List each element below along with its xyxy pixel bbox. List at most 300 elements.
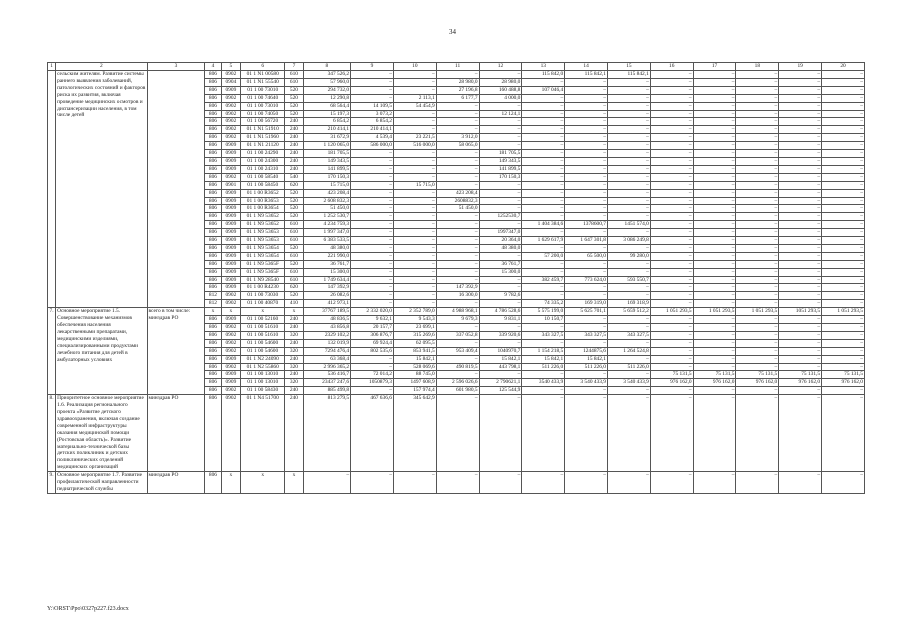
- amount-cell: –: [608, 229, 651, 237]
- table-row: [48, 472, 865, 494]
- code-cell: 0901: [221, 181, 241, 189]
- amount-cell: 69 924,4: [351, 339, 394, 347]
- code-cell: 806: [205, 142, 221, 150]
- amount-cell: –: [650, 229, 693, 237]
- amount-cell: –: [736, 157, 779, 165]
- amount-cell: 75 131,5: [693, 371, 736, 379]
- amount-cell: –: [650, 387, 693, 395]
- amount-cell: –: [779, 237, 822, 245]
- amount-cell: 423 208,4: [303, 189, 350, 197]
- amount-cell: 516 000,0: [393, 142, 436, 150]
- amount-cell: –: [565, 142, 608, 150]
- amount-cell: –: [822, 213, 865, 221]
- amount-cell: 337 052,8: [436, 331, 479, 339]
- code-cell: 240: [285, 134, 304, 142]
- code-cell: 806: [205, 395, 221, 472]
- amount-cell: 115 842,1: [608, 71, 651, 79]
- amount-cell: –: [351, 86, 394, 94]
- amount-cell: –: [565, 324, 608, 332]
- amount-cell: 51 450,0: [303, 205, 350, 213]
- amount-cell: –: [565, 94, 608, 102]
- amount-cell: 9 632,1: [351, 316, 394, 324]
- amount-cell: –: [522, 197, 565, 205]
- amount-cell: –: [693, 387, 736, 395]
- amount-cell: 125 544,9: [479, 387, 522, 395]
- amount-cell: 23437 247,6: [303, 379, 350, 387]
- amount-cell: 15 197,3: [303, 110, 350, 118]
- amount-cell: –: [736, 260, 779, 268]
- amount-cell: –: [779, 165, 822, 173]
- amount-cell: 976 162,0: [779, 379, 822, 387]
- code-cell: 0902: [221, 292, 241, 300]
- amount-cell: –: [522, 173, 565, 181]
- code-cell: 520: [285, 244, 304, 252]
- amount-cell: –: [693, 189, 736, 197]
- amount-cell: –: [436, 157, 479, 165]
- code-cell: x: [285, 308, 304, 316]
- amount-cell: 1 051 293,5: [736, 308, 779, 316]
- amount-cell: 23 699,1: [393, 324, 436, 332]
- amount-cell: 28 980,0: [479, 78, 522, 86]
- amount-cell: –: [393, 197, 436, 205]
- amount-cell: 1997347,0: [479, 229, 522, 237]
- amount-cell: –: [822, 347, 865, 355]
- amount-cell: –: [650, 197, 693, 205]
- amount-cell: –: [522, 94, 565, 102]
- code-cell: 610: [285, 71, 304, 79]
- amount-cell: –: [522, 260, 565, 268]
- amount-cell: 6 383 533,5: [303, 237, 350, 245]
- amount-cell: 1051 293,5: [779, 308, 822, 316]
- amount-cell: 132 019,9: [303, 339, 350, 347]
- amount-cell: 57 200,0: [522, 252, 565, 260]
- amount-cell: –: [779, 205, 822, 213]
- amount-cell: 72 014,2: [351, 371, 394, 379]
- amount-cell: –: [479, 181, 522, 189]
- amount-cell: –: [736, 268, 779, 276]
- amount-cell: –: [779, 157, 822, 165]
- amount-cell: 26 082,6: [303, 292, 350, 300]
- amount-cell: –: [650, 94, 693, 102]
- amount-cell: 74 335,2: [522, 300, 565, 308]
- amount-cell: –: [779, 110, 822, 118]
- code-cell: 806: [205, 221, 221, 229]
- amount-cell: 593 550,7: [608, 276, 651, 284]
- amount-cell: 1 749 634,4: [303, 276, 350, 284]
- amount-cell: –: [351, 244, 394, 252]
- code-cell: 0909: [221, 379, 241, 387]
- amount-cell: –: [351, 472, 394, 494]
- footer-file-path: Y:\ORST\Ppo\0327p227.f23.docx: [47, 606, 129, 612]
- amount-cell: –: [650, 395, 693, 472]
- code-cell: 0902: [221, 347, 241, 355]
- column-header: 18: [736, 63, 779, 71]
- amount-cell: –: [436, 181, 479, 189]
- amount-cell: –: [779, 268, 822, 276]
- code-cell: 806: [205, 189, 221, 197]
- code-cell: 01 1 00 73010: [241, 102, 285, 110]
- code-cell: 806: [205, 213, 221, 221]
- amount-cell: –: [436, 110, 479, 118]
- amount-cell: –: [693, 71, 736, 79]
- amount-cell: –: [693, 339, 736, 347]
- code-cell: 812: [205, 292, 221, 300]
- amount-cell: –: [779, 134, 822, 142]
- code-cell: 806: [205, 316, 221, 324]
- amount-cell: –: [608, 355, 651, 363]
- amount-cell: 5 575 199,0: [522, 308, 565, 316]
- amount-cell: –: [822, 94, 865, 102]
- amount-cell: –: [693, 260, 736, 268]
- amount-cell: –: [779, 189, 822, 197]
- code-cell: 520: [285, 292, 304, 300]
- amount-cell: 48 836,5: [303, 316, 350, 324]
- amount-cell: –: [779, 118, 822, 126]
- code-cell: 806: [205, 86, 221, 94]
- code-cell: 806: [205, 268, 221, 276]
- amount-cell: –: [522, 339, 565, 347]
- amount-cell: –: [479, 118, 522, 126]
- amount-cell: –: [608, 165, 651, 173]
- code-cell: 01 1 N1 55540: [241, 78, 285, 86]
- measure-name-cell: Основное мероприятие 1.5. Совершенствование механизмов обеспечения населения лекарственными препаратами, медицинскими изделиями, специализированными продуктами лечебного питания для детей в амбулаторных условиях: [56, 308, 147, 395]
- amount-cell: –: [565, 197, 608, 205]
- amount-cell: –: [779, 181, 822, 189]
- amount-cell: –: [608, 173, 651, 181]
- code-cell: 0902: [221, 126, 241, 134]
- code-cell: 520: [285, 102, 304, 110]
- code-cell: 01 1 00 24290: [241, 150, 285, 158]
- amount-cell: –: [822, 157, 865, 165]
- amount-cell: –: [565, 165, 608, 173]
- amount-cell: 147 392,9: [436, 284, 479, 292]
- amount-cell: –: [522, 371, 565, 379]
- amount-cell: 157 974,4: [393, 387, 436, 395]
- amount-cell: –: [693, 244, 736, 252]
- amount-cell: –: [736, 94, 779, 102]
- amount-cell: –: [608, 472, 651, 494]
- amount-cell: –: [522, 395, 565, 472]
- code-cell: 0909: [221, 355, 241, 363]
- amount-cell: –: [565, 134, 608, 142]
- code-cell: 0902: [221, 102, 241, 110]
- code-cell: 01 1 N9 28540: [241, 276, 285, 284]
- code-cell: 0909: [221, 205, 241, 213]
- amount-cell: 210 414,1: [351, 126, 394, 134]
- amount-cell: 1 120 065,0: [303, 142, 350, 150]
- amount-cell: 294 732,0: [303, 86, 350, 94]
- amount-cell: –: [436, 276, 479, 284]
- code-cell: 0902: [221, 300, 241, 308]
- code-cell: 806: [205, 284, 221, 292]
- amount-cell: 170 150,3: [303, 173, 350, 181]
- amount-cell: 169 319,0: [565, 300, 608, 308]
- amount-cell: 75 131,5: [779, 371, 822, 379]
- code-cell: 0909: [221, 213, 241, 221]
- amount-cell: 37767 189,5: [303, 308, 350, 316]
- amount-cell: 528 069,6: [393, 363, 436, 371]
- amount-cell: –: [650, 134, 693, 142]
- amount-cell: 339 920,6: [479, 331, 522, 339]
- amount-cell: –: [822, 355, 865, 363]
- amount-cell: –: [693, 347, 736, 355]
- amount-cell: 343 327,5: [565, 331, 608, 339]
- amount-cell: 48 380,0: [479, 244, 522, 252]
- amount-cell: –: [736, 284, 779, 292]
- code-cell: 806: [205, 165, 221, 173]
- amount-cell: –: [436, 102, 479, 110]
- amount-cell: –: [522, 213, 565, 221]
- code-cell: 01 1 00 13010: [241, 379, 285, 387]
- amount-cell: –: [608, 395, 651, 472]
- amount-cell: –: [608, 339, 651, 347]
- amount-cell: 1 404 384,6: [522, 221, 565, 229]
- code-cell: 01 1 N1 21120: [241, 142, 285, 150]
- amount-cell: –: [436, 395, 479, 472]
- code-cell: 01 1 00 13010: [241, 371, 285, 379]
- amount-cell: –: [779, 173, 822, 181]
- amount-cell: –: [522, 205, 565, 213]
- amount-cell: –: [736, 237, 779, 245]
- column-header: 14: [565, 63, 608, 71]
- amount-cell: –: [436, 237, 479, 245]
- amount-cell: –: [608, 110, 651, 118]
- amount-cell: –: [608, 94, 651, 102]
- amount-cell: –: [393, 118, 436, 126]
- amount-cell: –: [693, 165, 736, 173]
- amount-cell: –: [565, 102, 608, 110]
- amount-cell: –: [565, 339, 608, 347]
- amount-cell: –: [779, 260, 822, 268]
- amount-cell: –: [822, 284, 865, 292]
- code-cell: 320: [285, 379, 304, 387]
- amount-cell: –: [479, 102, 522, 110]
- amount-cell: 412 973,1: [303, 300, 350, 308]
- amount-cell: –: [479, 71, 522, 79]
- amount-cell: –: [736, 118, 779, 126]
- amount-cell: –: [393, 126, 436, 134]
- amount-cell: 3 540 433,9: [608, 379, 651, 387]
- code-cell: 240: [285, 355, 304, 363]
- amount-cell: 75 131,5: [736, 371, 779, 379]
- code-cell: 240: [285, 316, 304, 324]
- amount-cell: 27 196,8: [436, 86, 479, 94]
- amount-cell: –: [393, 237, 436, 245]
- amount-cell: 536 416,7: [303, 371, 350, 379]
- code-cell: 0909: [221, 157, 241, 165]
- amount-cell: 3 073,2: [351, 110, 394, 118]
- amount-cell: 511 226,0: [522, 363, 565, 371]
- amount-cell: –: [779, 276, 822, 284]
- amount-cell: –: [479, 142, 522, 150]
- code-cell: 806: [205, 229, 221, 237]
- amount-cell: –: [393, 157, 436, 165]
- amount-cell: –: [351, 165, 394, 173]
- amount-cell: –: [522, 118, 565, 126]
- page-number: 34: [449, 28, 456, 36]
- amount-cell: –: [479, 205, 522, 213]
- amount-cell: –: [608, 268, 651, 276]
- amount-cell: –: [351, 237, 394, 245]
- amount-cell: –: [393, 110, 436, 118]
- amount-cell: –: [736, 86, 779, 94]
- amount-cell: 1 051 293,5: [822, 308, 865, 316]
- amount-cell: –: [736, 363, 779, 371]
- column-header: 16: [650, 63, 693, 71]
- code-cell: x: [205, 308, 221, 316]
- executor-cell: минздрав РО: [147, 395, 205, 472]
- amount-cell: –: [693, 102, 736, 110]
- amount-cell: –: [779, 94, 822, 102]
- amount-cell: 773 624,0: [565, 276, 608, 284]
- amount-cell: –: [822, 229, 865, 237]
- amount-cell: 467 636,6: [351, 395, 394, 472]
- amount-cell: –: [779, 292, 822, 300]
- amount-cell: –: [779, 324, 822, 332]
- amount-cell: –: [736, 331, 779, 339]
- code-cell: 806: [205, 347, 221, 355]
- amount-cell: 15 842,1: [393, 355, 436, 363]
- amount-cell: –: [650, 205, 693, 213]
- amount-cell: –: [351, 157, 394, 165]
- amount-cell: –: [779, 331, 822, 339]
- amount-cell: 490 819,5: [436, 363, 479, 371]
- amount-cell: 2 113,1: [393, 94, 436, 102]
- amount-cell: –: [522, 157, 565, 165]
- amount-cell: –: [779, 284, 822, 292]
- amount-cell: –: [522, 78, 565, 86]
- amount-cell: 9 543,3: [393, 316, 436, 324]
- amount-cell: 1040970,7: [479, 347, 522, 355]
- code-cell: 806: [205, 237, 221, 245]
- amount-cell: –: [650, 142, 693, 150]
- code-cell: 01 1 N9 53654: [241, 252, 285, 260]
- amount-cell: 16 300,0: [436, 292, 479, 300]
- code-cell: 0909: [221, 284, 241, 292]
- amount-cell: –: [393, 205, 436, 213]
- amount-cell: –: [822, 316, 865, 324]
- amount-cell: –: [351, 268, 394, 276]
- amount-cell: –: [479, 300, 522, 308]
- amount-cell: –: [650, 284, 693, 292]
- amount-cell: –: [650, 260, 693, 268]
- amount-cell: 2329 102,2: [303, 331, 350, 339]
- code-cell: 01 1 00 R3652: [241, 189, 285, 197]
- amount-cell: –: [650, 181, 693, 189]
- amount-cell: 443 798,1: [479, 363, 522, 371]
- amount-cell: –: [479, 284, 522, 292]
- amount-cell: –: [522, 165, 565, 173]
- code-cell: 01 1 N9 53652: [241, 213, 285, 221]
- amount-cell: –: [351, 205, 394, 213]
- amount-cell: –: [693, 205, 736, 213]
- amount-cell: –: [608, 284, 651, 292]
- amount-cell: 31 672,9: [303, 134, 350, 142]
- code-cell: 806: [205, 94, 221, 102]
- amount-cell: 976 162,0: [736, 379, 779, 387]
- code-cell: 806: [205, 150, 221, 158]
- table-row: [48, 395, 865, 472]
- amount-cell: –: [608, 118, 651, 126]
- amount-cell: –: [351, 94, 394, 102]
- amount-cell: –: [393, 86, 436, 94]
- amount-cell: –: [736, 292, 779, 300]
- amount-cell: –: [608, 142, 651, 150]
- code-cell: 01 1 00 51610: [241, 324, 285, 332]
- table-row: [48, 308, 865, 316]
- amount-cell: –: [779, 252, 822, 260]
- amount-cell: –: [608, 244, 651, 252]
- amount-cell: –: [693, 363, 736, 371]
- amount-cell: –: [436, 339, 479, 347]
- amount-cell: –: [736, 173, 779, 181]
- amount-cell: –: [522, 229, 565, 237]
- amount-cell: –: [736, 244, 779, 252]
- code-cell: 610: [285, 221, 304, 229]
- amount-cell: 210 414,1: [303, 126, 350, 134]
- amount-cell: –: [522, 142, 565, 150]
- code-cell: 806: [205, 363, 221, 371]
- code-cell: 0909: [221, 189, 241, 197]
- code-cell: 806: [205, 472, 221, 494]
- amount-cell: –: [479, 472, 522, 494]
- amount-cell: 149 343,5: [479, 157, 522, 165]
- amount-cell: –: [351, 387, 394, 395]
- amount-cell: –: [393, 189, 436, 197]
- amount-cell: –: [650, 213, 693, 221]
- amount-cell: 1497 608,9: [393, 379, 436, 387]
- amount-cell: –: [822, 142, 865, 150]
- code-cell: 806: [205, 173, 221, 181]
- amount-cell: –: [522, 126, 565, 134]
- amount-cell: –: [436, 300, 479, 308]
- amount-cell: –: [736, 165, 779, 173]
- amount-cell: 1244875,6: [565, 347, 608, 355]
- measure-name-cell: сельским жителям. Развитие системы раннего выявления заболеваний, патологических состояний и факторов риска их развития, включая проведение медицинских осмотров и диспансеризации населения, в том числе детей: [56, 71, 147, 308]
- amount-cell: –: [779, 339, 822, 347]
- amount-cell: 15 300,0: [479, 268, 522, 276]
- amount-cell: 343 327,5: [608, 331, 651, 339]
- amount-cell: –: [822, 300, 865, 308]
- amount-cell: –: [436, 221, 479, 229]
- amount-cell: 62 095,5: [393, 339, 436, 347]
- amount-cell: –: [351, 181, 394, 189]
- amount-cell: –: [351, 78, 394, 86]
- amount-cell: 115 842,0: [522, 71, 565, 79]
- amount-cell: –: [565, 260, 608, 268]
- amount-cell: 9 782,6: [479, 292, 522, 300]
- amount-cell: –: [736, 102, 779, 110]
- column-header: 4: [205, 63, 221, 71]
- code-cell: 01 1 N1 00580: [241, 71, 285, 79]
- amount-cell: 315 269,6: [393, 331, 436, 339]
- amount-cell: 953 409,4: [436, 347, 479, 355]
- amount-cell: –: [736, 126, 779, 134]
- amount-cell: –: [351, 173, 394, 181]
- code-cell: 0909: [221, 165, 241, 173]
- amount-cell: –: [393, 252, 436, 260]
- amount-cell: –: [650, 237, 693, 245]
- amount-cell: 36 761,7: [479, 260, 522, 268]
- code-cell: 806: [205, 387, 221, 395]
- amount-cell: 1 252 530,7: [303, 213, 350, 221]
- amount-cell: –: [650, 126, 693, 134]
- amount-cell: –: [436, 173, 479, 181]
- amount-cell: –: [522, 244, 565, 252]
- amount-cell: –: [822, 252, 865, 260]
- amount-cell: 1451 574,0: [608, 221, 651, 229]
- amount-cell: –: [608, 205, 651, 213]
